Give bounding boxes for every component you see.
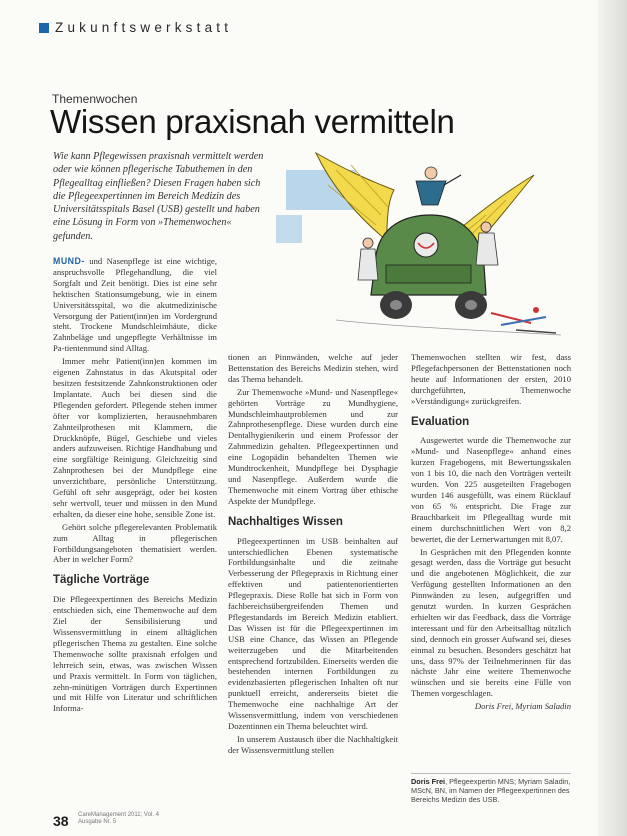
body-paragraph: Immer mehr Patient(inn)en kommen im eigenen Zahnstatus in das Akutspital oder besitzen festsitzende Zahnkonstruktionen oder Implantate. Auch bei diesen sind die Pflegenden gefordert. Pflegende stehen immer öfter vor komplizierten, herausnehmbaren Zahnteilprothesen mit Klammern, die Druckknöpfe, Bügel, Geschiebe und vieles anders aufzuweisen. Richtige Handhabung und eine sorgfältige Reinigung. Gleichzeitig sind Zahnprothesen bei der Mundpflege eine unverzichtbare, persönliche Unterstützung. Gefühl oft sehr ausgeprägt, oder bei kosten sehr wertvoll, teuer und müssen in den Mund erhalten, da dieser eine hohe, sensible Zone ist. — [53, 356, 217, 519]
caption-names: Doris Frei — [411, 777, 446, 786]
subheading: Nachhaltiges Wissen — [228, 515, 343, 528]
article-lead: Wie kann Pflegewissen praxisnah vermittelt werden oder wie können pflegerische Tabuthemen in den Pflegealltag einfließen? Diesen Fragen haben sich die Pflegeexpertinnen im Bereich Medizin des Universitätsspitals Basel (USB) gestellt und haben eine Lösung in Form von »Themenwochen« gefunden. — [53, 151, 264, 242]
body-paragraph: Ausgewertet wurde die Themenwoche zur »Mund- und Nasenpflege« anhand eines kurzen Fragebogens, mit Bewertungsskalen von 1 bis 10, die nach den Vorträgen verteilt wurden. Von 225 ausgeteilten Fragebogen wurden 146 ausgefüllt, was einem Rücklauf von 65 % entspricht. Die Frage zur Brauchbarkeit im Pflegealltag wurde mit einem durchschnittlichen Wert von 8,2 bewertet, die der Lernerwartungen mit 8,07. — [411, 435, 571, 544]
subheading: Tägliche Vorträge — [53, 574, 150, 587]
subheading: Evaluation — [411, 415, 470, 428]
body-paragraph: Gehört solche pflegerelevanten Problematik zum Alltag in pflegerischen Fortbildungsangeboten thematisiert werden. Aber in welcher Form? — [53, 521, 217, 565]
caption-text: , Pflegeexpertin MNS; Myriam Saladin, MScN, BN, im Namen der Pflegeexpertinnen des Bereichs Medizin des USB. — [411, 777, 571, 804]
cartoon-illustration — [276, 145, 570, 345]
page-number: 38 — [53, 813, 69, 829]
section-square-icon — [39, 23, 49, 33]
author-signature: Doris Frei, Myriam Saladin — [474, 701, 571, 712]
section-title: Zukunftswerkstatt — [55, 20, 233, 35]
magazine-info — [78, 812, 159, 826]
body-paragraph: Pflegeexpertinnen im USB beinhalten auf unterschiedlichen Ebenen systematische Fortbildungsinhalte und die zeitnahe Verbesserung der Pflegepraxis in Richtung einer effektiven und patientenorientierten Pflegepraxis. Diese Rolle hat sich in Form von fachbereichsübergreifenden Themen und Pflegestandards im Bereich Medizin etabliert. Das Wissen ist für die Pflegeexpertinnen im USB eine Chance, das Wissen an Pflegende weiterzugeben und die Mitarbeitenden entsprechend fortzubilden. Einerseits werden die bestehenden internen Fortbildungen zu evidenzbasierten pflegerischen Inhalten oft nur punktuell erreicht, andererseits bietet die Themenwoche eine nachhaltige Art der Wissensvermittlung, indem von verschiedenen Dozentinnen ein Thema beleuchtet wird. — [228, 535, 398, 731]
body-paragraph: Themenwochen stellten wir fest, dass Pflegefachpersonen der Bettenstationen noch heute auf Informationen der ersten, 2010 durchgeführten, Themenwoche »Verständigung« zurückgreifen. — [411, 352, 571, 406]
drop-word: MUND- — [53, 256, 85, 266]
author-caption — [411, 773, 571, 804]
article-kicker: Themenwochen — [52, 92, 138, 106]
magazine-line-1: CareManagement 2011; Vol. 4 — [78, 812, 159, 818]
article-column-3 — [411, 352, 571, 807]
body-paragraph: und Nasenpflege ist eine wichtige, anspruchsvolle Pflegehandlung, die viel Sorgfalt und Zeit benötigt. Dies ist eine sehr hektischen Stationsumgebung, wie in einem Universitätsspital, wo die akutmedizinische Versorgung der Patient(inn)en im Vordergrund steht. Trockene Mundschleimhäute, dicke Zahnbeläge und ungepflegte Verhältnisse im Pa-tientenmund sind Alltag. — [53, 256, 217, 354]
page-gutter — [598, 0, 627, 836]
body-paragraph: tionen an Pinnwänden, welche auf jeder Bettenstation des Bereichs Medizin stehen, wird das Thema behandelt. — [228, 352, 398, 384]
body-paragraph: In unserem Austausch über die Nachhaltigkeit der Wissensvermittlung stellen — [228, 733, 398, 755]
patient-figure-icon — [416, 167, 461, 205]
article-column-2 — [228, 352, 398, 807]
body-paragraph: Die Pflegeexpertinnen des Bereichs Medizin entschieden sich, eine Themenwoche auf dem Ziel der Sensibilisierung und Wissensvermittlung in einem alltäglichen pflegerischen Thema zu gestalten. Eine solche Themenwoche sollte praxisnah erfolgen und lehrreich sein, etwas, was zwischen Wissen und Praxis vermittelt. In Form von täglichen, zehn-minütigen Vorträgen durch Expertinnen und mit Hilfe von Literatur und schriftlichen Informa- — [53, 594, 217, 714]
body-paragraph: In Gesprächen mit den Pflegenden konnte gesagt werden, dass die Vorträge gut besucht und die angebotenen Möglichkeit, die zur Verfügung gestellten Informationen an den Pinnwänden zu lesen, aufgegriffen und genutzt wurden. In kurzen Gesprächen erhielten wir das Feedback, dass die Vorträge interessant und für den Arbeitsalltag nützlich sind, dennoch ein grosser Aufwand sei, dieses einmal zu besuchen. Besonders geschätzt hat uns, dass 97% der Teilnehmerinnen für das nächste Jahr eine weitere Themenwoche wünschen und sie bereits eine Fülle von Themen vorgeschlagen. — [411, 546, 571, 699]
article-column-1 — [53, 256, 217, 801]
dental-tools-icon — [491, 307, 556, 333]
article-headline: Wissen praxisnah vermitteln — [50, 103, 455, 140]
section-header — [39, 20, 232, 35]
magazine-line-2: Ausgabe Nr. 5 — [78, 819, 117, 825]
body-paragraph: Zur Themenwoche »Mund- und Nasenpflege« gehörten Vorträge zu Mundhygiene, Mundschleimhautproblemen und zur Zahnprothesenpflege. Diese wurden durch eine Dentalhygienikerin und einem Professor der Zahnmedizin gehalten. Pflegeexpertinnen und eine Logopädin behandelten Themen wie Mundtrockenheit, Mundpflege bei Dysphagie und Nasenpflege. Außerdem wurde die Themenwoche mit einem Vortrag über ethische Aspekte der Mundpflege. — [228, 386, 398, 506]
